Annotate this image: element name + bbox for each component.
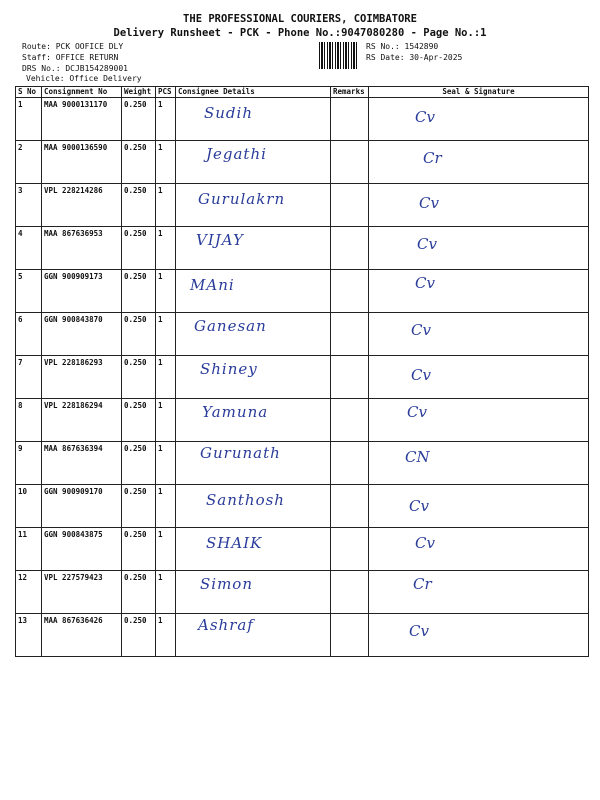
cell-signature — [369, 614, 589, 657]
rs-number: RS No.: 1542890 — [366, 42, 439, 51]
cell-remarks — [331, 313, 369, 356]
table-row — [16, 614, 589, 657]
company-title: THE PROFESSIONAL COURIERS, COIMBATORE — [183, 13, 417, 25]
consignee-handwritten-name: Shiney — [200, 360, 258, 378]
cell-consignee — [176, 356, 331, 399]
cell-sno: 9 — [16, 442, 42, 485]
cell-consignee — [176, 98, 331, 141]
consignee-handwritten-name: MAni — [190, 276, 235, 294]
cell-consignment-no: MAA 867636953 — [42, 227, 122, 270]
cell-remarks — [331, 571, 369, 614]
handwritten-signature: Cr — [423, 149, 442, 167]
cell-remarks — [331, 227, 369, 270]
handwritten-signature: Cv — [415, 274, 435, 292]
handwritten-signature: Cv — [407, 403, 427, 421]
cell-signature — [369, 485, 589, 528]
drs-number: DRS No.: DCJB154289001 — [22, 64, 128, 73]
cell-signature — [369, 227, 589, 270]
table-row — [16, 98, 589, 141]
handwritten-signature: Cv — [411, 366, 431, 384]
cell-weight: 0.250 — [122, 571, 156, 614]
cell-consignee — [176, 485, 331, 528]
cell-weight: 0.250 — [122, 227, 156, 270]
consignee-handwritten-name: VIJAY — [196, 231, 244, 249]
cell-consignee — [176, 571, 331, 614]
cell-consignee — [176, 528, 331, 571]
consignee-handwritten-name: Jegathi — [206, 145, 267, 163]
cell-signature — [369, 313, 589, 356]
table-header-row — [16, 87, 589, 98]
handwritten-signature: Cv — [415, 108, 435, 126]
cell-weight: 0.250 — [122, 313, 156, 356]
consignee-handwritten-name: SHAIK — [206, 534, 263, 552]
cell-weight: 0.250 — [122, 528, 156, 571]
cell-consignment-no: GGN 900909173 — [42, 270, 122, 313]
cell-sno: 10 — [16, 485, 42, 528]
table-row — [16, 399, 589, 442]
table-row — [16, 485, 589, 528]
cell-consignment-no: MAA 867636394 — [42, 442, 122, 485]
cell-sno: 8 — [16, 399, 42, 442]
cell-pcs: 1 — [156, 270, 176, 313]
table-row — [16, 442, 589, 485]
col-header-consignment: Consignment No — [42, 87, 122, 98]
cell-sno: 7 — [16, 356, 42, 399]
col-header-consignee: Consignee Details — [176, 87, 331, 98]
consignee-handwritten-name: Santhosh — [206, 491, 285, 509]
cell-consignee — [176, 227, 331, 270]
cell-signature — [369, 98, 589, 141]
cell-sno: 1 — [16, 98, 42, 141]
staff-label: Staff: OFFICE RETURN — [22, 53, 119, 62]
route-label: Route: PCK OOFICE DLY — [22, 42, 124, 51]
handwritten-signature: Cr — [413, 575, 432, 593]
cell-consignment-no: VPL 227579423 — [42, 571, 122, 614]
cell-pcs: 1 — [156, 184, 176, 227]
cell-pcs: 1 — [156, 98, 176, 141]
cell-remarks — [331, 98, 369, 141]
cell-consignment-no: GGN 900909170 — [42, 485, 122, 528]
cell-signature — [369, 270, 589, 313]
cell-weight: 0.250 — [122, 98, 156, 141]
table-row — [16, 270, 589, 313]
consignee-handwritten-name: Sudih — [204, 104, 253, 122]
cell-signature — [369, 141, 589, 184]
table-row — [16, 141, 589, 184]
table-row — [16, 184, 589, 227]
consignee-handwritten-name: Simon — [200, 575, 253, 593]
handwritten-signature: Cv — [415, 534, 435, 552]
cell-pcs: 1 — [156, 313, 176, 356]
runsheet-subtitle: Delivery Runsheet - PCK - Phone No.:9047080280 - Page No.:1 — [113, 27, 487, 39]
cell-remarks — [331, 141, 369, 184]
cell-pcs: 1 — [156, 227, 176, 270]
cell-pcs: 1 — [156, 571, 176, 614]
col-header-remarks: Remarks — [331, 87, 369, 98]
cell-sno: 11 — [16, 528, 42, 571]
consignee-handwritten-name: Ganesan — [194, 317, 267, 335]
cell-pcs: 1 — [156, 356, 176, 399]
consignee-handwritten-name: Ashraf — [198, 616, 254, 634]
handwritten-signature: Cv — [411, 321, 431, 339]
cell-signature — [369, 528, 589, 571]
cell-consignment-no: MAA 867636426 — [42, 614, 122, 657]
cell-signature — [369, 184, 589, 227]
cell-sno: 4 — [16, 227, 42, 270]
cell-consignment-no: MAA 9000131170 — [42, 98, 122, 141]
cell-weight: 0.250 — [122, 141, 156, 184]
cell-consignee — [176, 399, 331, 442]
table-row — [16, 528, 589, 571]
cell-sno: 12 — [16, 571, 42, 614]
cell-signature — [369, 399, 589, 442]
table-row — [16, 227, 589, 270]
consignee-handwritten-name: Yamuna — [202, 403, 269, 421]
table-row — [16, 356, 589, 399]
cell-sno: 5 — [16, 270, 42, 313]
cell-weight: 0.250 — [122, 270, 156, 313]
cell-signature — [369, 356, 589, 399]
cell-consignee — [176, 313, 331, 356]
cell-weight: 0.250 — [122, 442, 156, 485]
handwritten-signature: CN — [405, 448, 430, 466]
cell-pcs: 1 — [156, 442, 176, 485]
cell-remarks — [331, 528, 369, 571]
delivery-table — [15, 86, 589, 657]
rs-date: RS Date: 30-Apr-2025 — [366, 53, 463, 62]
barcode-image — [319, 42, 359, 69]
cell-weight: 0.250 — [122, 399, 156, 442]
cell-pcs: 1 — [156, 614, 176, 657]
cell-consignee — [176, 614, 331, 657]
cell-signature — [369, 442, 589, 485]
cell-remarks — [331, 614, 369, 657]
consignee-handwritten-name: Gurulakrn — [198, 190, 286, 208]
col-header-signature: Seal & Signature — [369, 87, 589, 98]
cell-consignment-no: GGN 900843870 — [42, 313, 122, 356]
cell-sno: 13 — [16, 614, 42, 657]
cell-consignment-no: GGN 900843875 — [42, 528, 122, 571]
cell-consignment-no: MAA 9000136590 — [42, 141, 122, 184]
vehicle-label: Vehicle: Office Delivery — [26, 74, 142, 83]
cell-pcs: 1 — [156, 141, 176, 184]
cell-pcs: 1 — [156, 528, 176, 571]
cell-remarks — [331, 270, 369, 313]
cell-consignee — [176, 141, 331, 184]
cell-sno: 6 — [16, 313, 42, 356]
cell-remarks — [331, 485, 369, 528]
handwritten-signature: Cv — [409, 497, 429, 515]
cell-remarks — [331, 356, 369, 399]
cell-consignment-no: VPL 228186293 — [42, 356, 122, 399]
cell-consignee — [176, 184, 331, 227]
col-header-pcs: PCS — [156, 87, 176, 98]
handwritten-signature: Cv — [409, 622, 429, 640]
table-row — [16, 571, 589, 614]
cell-consignment-no: VPL 228214286 — [42, 184, 122, 227]
cell-pcs: 1 — [156, 399, 176, 442]
handwritten-signature: Cv — [419, 194, 439, 212]
cell-consignment-no: VPL 228186294 — [42, 399, 122, 442]
cell-remarks — [331, 184, 369, 227]
cell-remarks — [331, 442, 369, 485]
cell-weight: 0.250 — [122, 614, 156, 657]
cell-weight: 0.250 — [122, 356, 156, 399]
consignee-handwritten-name: Gurunath — [200, 444, 281, 462]
cell-sno: 3 — [16, 184, 42, 227]
col-header-sno: S No — [16, 87, 42, 98]
cell-weight: 0.250 — [122, 485, 156, 528]
cell-signature — [369, 571, 589, 614]
handwritten-signature: Cv — [417, 235, 437, 253]
cell-remarks — [331, 399, 369, 442]
col-header-weight: Weight — [122, 87, 156, 98]
cell-pcs: 1 — [156, 485, 176, 528]
cell-consignee — [176, 442, 331, 485]
cell-consignee — [176, 270, 331, 313]
cell-sno: 2 — [16, 141, 42, 184]
table-row — [16, 313, 589, 356]
cell-weight: 0.250 — [122, 184, 156, 227]
